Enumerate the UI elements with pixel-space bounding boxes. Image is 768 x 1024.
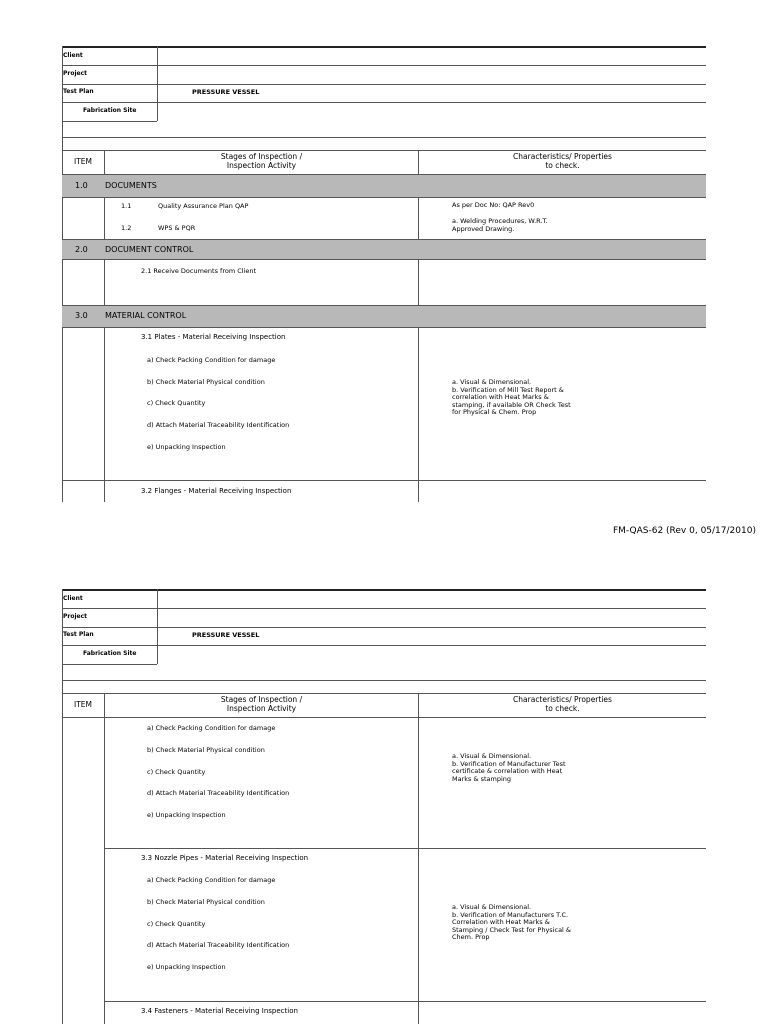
spacer-line-1 <box>62 680 706 681</box>
check-item: a) Check Packing Condition for damage <box>147 724 276 732</box>
item-number: 1.1 <box>121 202 132 210</box>
client-row <box>62 590 706 609</box>
test-plan-label: Test Plan <box>63 631 94 638</box>
project-label: Project <box>63 70 88 77</box>
item-number: 1.2 <box>121 224 132 232</box>
check-item: d) Attach Material Traceability Identification <box>147 421 290 429</box>
project-label: Project <box>63 613 88 620</box>
form-number: FM-QAS-62 (Rev 0, 05/17/2010) <box>613 526 756 536</box>
left-border <box>62 46 63 502</box>
stages-column-header <box>105 152 418 170</box>
stage-text: WPS & PQR <box>158 224 196 232</box>
fab-site-row-bottom <box>62 121 157 122</box>
char-header-line-1: Characteristics/ Properties <box>513 695 612 704</box>
check-item: d) Attach Material Traceability Identification <box>147 941 290 949</box>
item-column-header: ITEM <box>73 157 92 166</box>
project-row <box>62 609 706 628</box>
characteristic-text: a. Visual & Dimensional. b. Verification of Manufacturers T.C. Correlation with Heat Marks & Stamping / Check Test for Physical & Chem. Prop <box>452 903 571 941</box>
client-row <box>62 47 706 66</box>
test-plan-value: PRESSURE VESSEL <box>192 88 260 96</box>
header-bottom-line <box>62 717 706 718</box>
section-number: 3.0 <box>75 311 88 320</box>
section-bar-documents <box>62 174 706 198</box>
stages-header-line-2: Inspection Activity <box>226 161 297 170</box>
item-col-divider <box>104 693 105 1024</box>
characteristic-text: a. Welding Procedures, W.R.T. Approved Drawing. <box>452 217 548 233</box>
check-item: b) Check Material Physical condition <box>147 378 265 386</box>
test-plan-value: PRESSURE VESSEL <box>192 631 260 639</box>
test-plan-row <box>62 85 706 103</box>
section-title: DOCUMENT CONTROL <box>105 245 194 254</box>
fabrication-site-label: Fabrication Site <box>83 107 137 114</box>
check-item: c) Check Quantity <box>147 920 206 928</box>
inspection-page-1 <box>62 46 706 502</box>
char-column-header <box>419 695 706 713</box>
check-item: e) Unpacking Inspection <box>147 443 226 451</box>
check-item: c) Check Quantity <box>147 399 206 407</box>
section-number: 2.0 <box>75 245 88 254</box>
row-divider <box>104 848 706 849</box>
stages-header-line-2: Inspection Activity <box>226 704 297 713</box>
char-header-line-1: Characteristics/ Properties <box>513 152 612 161</box>
spacer-line-2 <box>62 150 706 151</box>
check-item: b) Check Material Physical condition <box>147 746 265 754</box>
characteristic-text: a. Visual & Dimensional. b. Verification of Manufacturer Test certificate & correlation with Heat Marks & stamping <box>452 752 566 783</box>
check-item: a) Check Packing Condition for damage <box>147 356 276 364</box>
stage-title: 3.4 Fasteners - Material Receiving Inspection <box>141 1007 298 1015</box>
char-header-line-2: to check. <box>545 704 580 713</box>
check-item: a) Check Packing Condition for damage <box>147 876 276 884</box>
check-item: c) Check Quantity <box>147 768 206 776</box>
row-divider <box>62 480 706 481</box>
fabrication-site-label: Fabrication Site <box>83 650 137 657</box>
section-title: MATERIAL CONTROL <box>105 311 187 320</box>
check-item: e) Unpacking Inspection <box>147 811 226 819</box>
section-number: 1.0 <box>75 181 88 190</box>
client-label: Client <box>63 52 83 59</box>
spacer-line-2 <box>62 693 706 694</box>
spacer-line-1 <box>62 137 706 138</box>
item-column-header: ITEM <box>73 700 92 709</box>
test-plan-row <box>62 628 706 646</box>
characteristic-text: As per Doc No: QAP Rev0 <box>452 201 535 209</box>
header-divider <box>157 46 158 121</box>
project-row <box>62 66 706 85</box>
stage-text: Quality Assurance Plan QAP <box>158 202 249 210</box>
inspection-page-2 <box>62 589 706 1024</box>
characteristic-text: a. Visual & Dimensional. b. Verification of Mill Test Report & correlation with Heat Marks & stamping, if available OR Check Test for Physical & Chem. Prop <box>452 378 571 416</box>
section-title: DOCUMENTS <box>105 181 157 190</box>
check-item: b) Check Material Physical condition <box>147 898 265 906</box>
stages-column-header <box>105 695 418 713</box>
stage-title: 3.2 Flanges - Material Receiving Inspection <box>141 487 292 495</box>
char-column-header <box>419 152 706 170</box>
row-divider <box>104 1001 706 1002</box>
char-col-divider <box>418 693 419 1024</box>
stage-title: 3.3 Nozzle Pipes - Material Receiving Inspection <box>141 854 309 862</box>
stage-title: 3.1 Plates - Material Receiving Inspection <box>141 333 286 341</box>
stage-text: 2.1 Receive Documents from Client <box>141 267 257 275</box>
header-divider <box>157 589 158 664</box>
check-item: d) Attach Material Traceability Identification <box>147 789 290 797</box>
char-header-line-2: to check. <box>545 161 580 170</box>
stages-header-line-1: Stages of Inspection / <box>220 152 303 161</box>
client-label: Client <box>63 595 83 602</box>
left-border <box>62 589 63 1024</box>
stages-header-line-1: Stages of Inspection / <box>220 695 303 704</box>
fab-site-row-bottom <box>62 664 157 665</box>
check-item: e) Unpacking Inspection <box>147 963 226 971</box>
test-plan-label: Test Plan <box>63 88 94 95</box>
